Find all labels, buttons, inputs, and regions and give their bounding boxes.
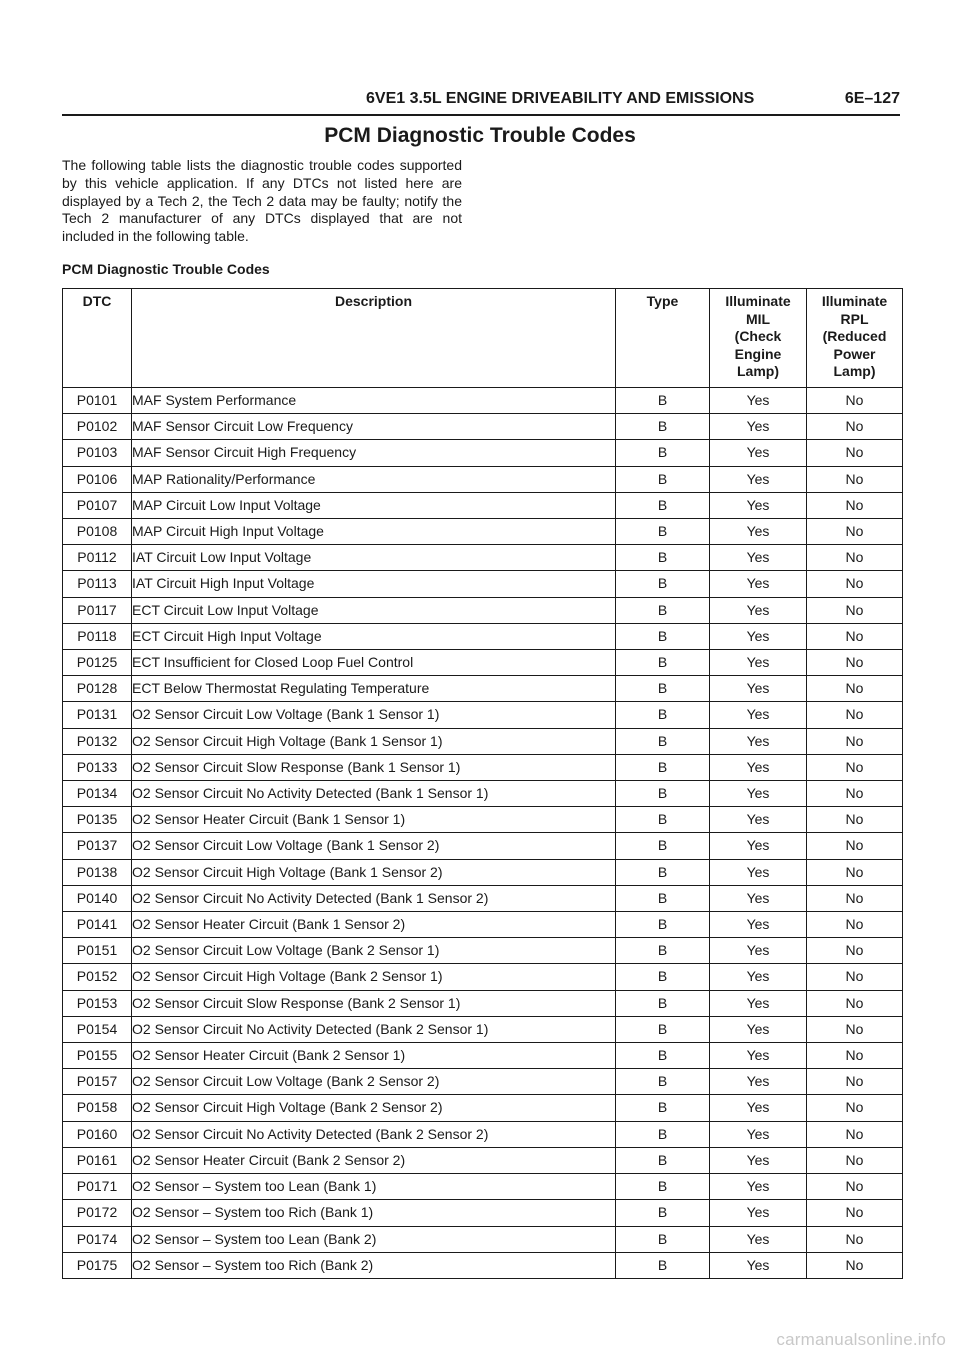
cell-mil: Yes	[710, 440, 807, 466]
table-row	[63, 938, 903, 964]
cell-dtc: P0160	[63, 1121, 132, 1147]
cell-dtc: P0131	[63, 702, 132, 728]
cell-rpl: No	[807, 1174, 903, 1200]
cell-rpl: No	[807, 1147, 903, 1173]
cell-mil: Yes	[710, 728, 807, 754]
cell-rpl: No	[807, 1016, 903, 1042]
header-illuminate-rpl: Illuminate RPL (Reduced Power Lamp)	[807, 289, 903, 388]
cell-dtc: P0128	[63, 676, 132, 702]
cell-dtc: P0171	[63, 1174, 132, 1200]
table-row	[63, 1043, 903, 1069]
table-row	[63, 466, 903, 492]
cell-description: O2 Sensor Circuit High Voltage (Bank 2 Sensor 2)	[132, 1095, 616, 1121]
cell-rpl: No	[807, 1252, 903, 1278]
cell-type: B	[616, 650, 710, 676]
table-row	[63, 519, 903, 545]
cell-description: O2 Sensor – System too Rich (Bank 2)	[132, 1252, 616, 1278]
cell-description: MAF Sensor Circuit High Frequency	[132, 440, 616, 466]
cell-type: B	[616, 1147, 710, 1173]
cell-rpl: No	[807, 440, 903, 466]
cell-rpl: No	[807, 597, 903, 623]
cell-mil: Yes	[710, 597, 807, 623]
intro-paragraph: The following table lists the diagnostic trouble codes supported by this vehicle application. If any DTCs not listed here are displayed by a Tech 2, the Tech 2 data may be faulty; notify the Tech 2 manufacturer of any DTCs displayed that are not included in the following table.	[62, 157, 462, 245]
cell-rpl: No	[807, 990, 903, 1016]
cell-dtc: P0106	[63, 466, 132, 492]
cell-type: B	[616, 1252, 710, 1278]
cell-description: IAT Circuit High Input Voltage	[132, 571, 616, 597]
cell-rpl: No	[807, 964, 903, 990]
cell-rpl: No	[807, 807, 903, 833]
header-dtc: DTC	[63, 289, 132, 388]
cell-type: B	[616, 492, 710, 518]
table-row	[63, 388, 903, 414]
cell-dtc: P0113	[63, 571, 132, 597]
cell-dtc: P0175	[63, 1252, 132, 1278]
table-row	[63, 702, 903, 728]
cell-rpl: No	[807, 859, 903, 885]
cell-type: B	[616, 1095, 710, 1121]
cell-description: O2 Sensor Circuit High Voltage (Bank 2 Sensor 1)	[132, 964, 616, 990]
cell-mil: Yes	[710, 754, 807, 780]
cell-type: B	[616, 466, 710, 492]
cell-description: ECT Below Thermostat Regulating Temperature	[132, 676, 616, 702]
cell-type: B	[616, 440, 710, 466]
cell-mil: Yes	[710, 1069, 807, 1095]
cell-dtc: P0117	[63, 597, 132, 623]
cell-type: B	[616, 388, 710, 414]
table-row	[63, 1016, 903, 1042]
table-row	[63, 545, 903, 571]
cell-mil: Yes	[710, 519, 807, 545]
cell-mil: Yes	[710, 545, 807, 571]
cell-type: B	[616, 754, 710, 780]
cell-mil: Yes	[710, 1016, 807, 1042]
table-row	[63, 754, 903, 780]
cell-rpl: No	[807, 833, 903, 859]
cell-type: B	[616, 938, 710, 964]
cell-rpl: No	[807, 492, 903, 518]
cell-description: O2 Sensor Circuit Low Voltage (Bank 1 Sensor 1)	[132, 702, 616, 728]
cell-dtc: P0158	[63, 1095, 132, 1121]
table-row	[63, 859, 903, 885]
cell-dtc: P0101	[63, 388, 132, 414]
page-header	[62, 88, 900, 116]
table-row	[63, 623, 903, 649]
cell-rpl: No	[807, 650, 903, 676]
table-row	[63, 728, 903, 754]
cell-mil: Yes	[710, 833, 807, 859]
cell-type: B	[616, 1174, 710, 1200]
cell-rpl: No	[807, 519, 903, 545]
cell-description: O2 Sensor Heater Circuit (Bank 1 Sensor 2)	[132, 912, 616, 938]
cell-mil: Yes	[710, 1174, 807, 1200]
cell-description: IAT Circuit Low Input Voltage	[132, 545, 616, 571]
table-row	[63, 1069, 903, 1095]
cell-type: B	[616, 571, 710, 597]
cell-mil: Yes	[710, 859, 807, 885]
cell-dtc: P0112	[63, 545, 132, 571]
cell-dtc: P0102	[63, 414, 132, 440]
cell-mil: Yes	[710, 912, 807, 938]
cell-description: O2 Sensor – System too Rich (Bank 1)	[132, 1200, 616, 1226]
cell-description: MAF Sensor Circuit Low Frequency	[132, 414, 616, 440]
dtc-table	[62, 288, 903, 1279]
cell-dtc: P0107	[63, 492, 132, 518]
cell-rpl: No	[807, 912, 903, 938]
table-header-row	[63, 289, 903, 388]
cell-mil: Yes	[710, 623, 807, 649]
cell-mil: Yes	[710, 1095, 807, 1121]
cell-dtc: P0132	[63, 728, 132, 754]
cell-type: B	[616, 1226, 710, 1252]
cell-type: B	[616, 912, 710, 938]
table-row	[63, 781, 903, 807]
table-row	[63, 1095, 903, 1121]
cell-rpl: No	[807, 702, 903, 728]
cell-dtc: P0152	[63, 964, 132, 990]
cell-dtc: P0138	[63, 859, 132, 885]
cell-rpl: No	[807, 1095, 903, 1121]
cell-mil: Yes	[710, 1121, 807, 1147]
cell-rpl: No	[807, 388, 903, 414]
cell-rpl: No	[807, 414, 903, 440]
cell-description: O2 Sensor Circuit Low Voltage (Bank 2 Sensor 1)	[132, 938, 616, 964]
cell-dtc: P0135	[63, 807, 132, 833]
table-row	[63, 1200, 903, 1226]
cell-mil: Yes	[710, 964, 807, 990]
table-row	[63, 1121, 903, 1147]
table-row	[63, 492, 903, 518]
cell-type: B	[616, 414, 710, 440]
table-row	[63, 1174, 903, 1200]
cell-description: O2 Sensor Circuit Low Voltage (Bank 2 Sensor 2)	[132, 1069, 616, 1095]
cell-dtc: P0103	[63, 440, 132, 466]
cell-description: MAF System Performance	[132, 388, 616, 414]
cell-description: O2 Sensor Circuit High Voltage (Bank 1 Sensor 1)	[132, 728, 616, 754]
cell-dtc: P0137	[63, 833, 132, 859]
cell-dtc: P0161	[63, 1147, 132, 1173]
cell-rpl: No	[807, 545, 903, 571]
table-row	[63, 885, 903, 911]
table-row	[63, 964, 903, 990]
cell-description: O2 Sensor Circuit No Activity Detected (Bank 2 Sensor 2)	[132, 1121, 616, 1147]
cell-description: MAP Rationality/Performance	[132, 466, 616, 492]
cell-mil: Yes	[710, 990, 807, 1016]
cell-rpl: No	[807, 781, 903, 807]
cell-mil: Yes	[710, 885, 807, 911]
cell-rpl: No	[807, 1121, 903, 1147]
cell-description: O2 Sensor Circuit No Activity Detected (Bank 1 Sensor 1)	[132, 781, 616, 807]
cell-mil: Yes	[710, 1226, 807, 1252]
table-row	[63, 833, 903, 859]
cell-rpl: No	[807, 1069, 903, 1095]
table-row	[63, 571, 903, 597]
table-row	[63, 1252, 903, 1278]
cell-mil: Yes	[710, 676, 807, 702]
table-body	[63, 388, 903, 1279]
cell-mil: Yes	[710, 414, 807, 440]
cell-mil: Yes	[710, 807, 807, 833]
cell-mil: Yes	[710, 781, 807, 807]
cell-type: B	[616, 728, 710, 754]
table-row	[63, 597, 903, 623]
table-row	[63, 414, 903, 440]
cell-description: O2 Sensor – System too Lean (Bank 1)	[132, 1174, 616, 1200]
table-row	[63, 1226, 903, 1252]
cell-description: MAP Circuit High Input Voltage	[132, 519, 616, 545]
table-row	[63, 990, 903, 1016]
cell-type: B	[616, 623, 710, 649]
table-row	[63, 440, 903, 466]
cell-mil: Yes	[710, 571, 807, 597]
cell-rpl: No	[807, 728, 903, 754]
cell-description: O2 Sensor Circuit No Activity Detected (Bank 1 Sensor 2)	[132, 885, 616, 911]
table-row	[63, 912, 903, 938]
cell-rpl: No	[807, 754, 903, 780]
cell-description: ECT Insufficient for Closed Loop Fuel Control	[132, 650, 616, 676]
cell-type: B	[616, 833, 710, 859]
header-illuminate-mil: Illuminate MIL (Check Engine Lamp)	[710, 289, 807, 388]
table-row	[63, 650, 903, 676]
cell-description: O2 Sensor Circuit No Activity Detected (Bank 2 Sensor 1)	[132, 1016, 616, 1042]
cell-description: O2 Sensor Heater Circuit (Bank 2 Sensor 2)	[132, 1147, 616, 1173]
cell-dtc: P0154	[63, 1016, 132, 1042]
cell-rpl: No	[807, 885, 903, 911]
cell-dtc: P0133	[63, 754, 132, 780]
cell-rpl: No	[807, 1043, 903, 1069]
cell-type: B	[616, 859, 710, 885]
cell-type: B	[616, 676, 710, 702]
cell-type: B	[616, 597, 710, 623]
table-row	[63, 676, 903, 702]
cell-dtc: P0108	[63, 519, 132, 545]
cell-description: O2 Sensor Circuit Slow Response (Bank 2 Sensor 1)	[132, 990, 616, 1016]
cell-rpl: No	[807, 1200, 903, 1226]
cell-mil: Yes	[710, 938, 807, 964]
cell-description: O2 Sensor Heater Circuit (Bank 1 Sensor 1)	[132, 807, 616, 833]
cell-description: ECT Circuit High Input Voltage	[132, 623, 616, 649]
cell-description: O2 Sensor Circuit Low Voltage (Bank 1 Sensor 2)	[132, 833, 616, 859]
cell-rpl: No	[807, 938, 903, 964]
table-row	[63, 807, 903, 833]
cell-mil: Yes	[710, 1252, 807, 1278]
cell-dtc: P0153	[63, 990, 132, 1016]
cell-type: B	[616, 1043, 710, 1069]
cell-rpl: No	[807, 571, 903, 597]
cell-type: B	[616, 519, 710, 545]
cell-description: O2 Sensor Circuit Slow Response (Bank 1 Sensor 1)	[132, 754, 616, 780]
cell-dtc: P0172	[63, 1200, 132, 1226]
cell-description: O2 Sensor Heater Circuit (Bank 2 Sensor 1)	[132, 1043, 616, 1069]
cell-mil: Yes	[710, 650, 807, 676]
cell-dtc: P0155	[63, 1043, 132, 1069]
cell-dtc: P0125	[63, 650, 132, 676]
page-number: 6E–127	[844, 90, 900, 107]
section-title: 6VE1 3.5L ENGINE DRIVEABILITY AND EMISSIONS	[366, 90, 755, 107]
cell-description: O2 Sensor – System too Lean (Bank 2)	[132, 1226, 616, 1252]
cell-type: B	[616, 781, 710, 807]
cell-rpl: No	[807, 676, 903, 702]
cell-type: B	[616, 545, 710, 571]
cell-mil: Yes	[710, 702, 807, 728]
header-description: Description	[132, 289, 616, 388]
cell-rpl: No	[807, 623, 903, 649]
cell-mil: Yes	[710, 466, 807, 492]
cell-dtc: P0134	[63, 781, 132, 807]
cell-mil: Yes	[710, 1043, 807, 1069]
cell-dtc: P0174	[63, 1226, 132, 1252]
cell-mil: Yes	[710, 492, 807, 518]
cell-type: B	[616, 1016, 710, 1042]
table-row	[63, 1147, 903, 1173]
cell-type: B	[616, 1200, 710, 1226]
cell-dtc: P0151	[63, 938, 132, 964]
page-title: PCM Diagnostic Trouble Codes	[324, 124, 636, 147]
cell-mil: Yes	[710, 1147, 807, 1173]
cell-description: O2 Sensor Circuit High Voltage (Bank 1 Sensor 2)	[132, 859, 616, 885]
cell-mil: Yes	[710, 388, 807, 414]
cell-rpl: No	[807, 466, 903, 492]
cell-type: B	[616, 1121, 710, 1147]
cell-type: B	[616, 1069, 710, 1095]
cell-dtc: P0140	[63, 885, 132, 911]
cell-dtc: P0118	[63, 623, 132, 649]
header-type: Type	[616, 289, 710, 388]
cell-type: B	[616, 702, 710, 728]
cell-type: B	[616, 990, 710, 1016]
cell-type: B	[616, 964, 710, 990]
watermark: carmanualsonline.info	[776, 1330, 946, 1349]
cell-dtc: P0157	[63, 1069, 132, 1095]
cell-type: B	[616, 807, 710, 833]
cell-mil: Yes	[710, 1200, 807, 1226]
cell-type: B	[616, 885, 710, 911]
table-caption: PCM Diagnostic Trouble Codes	[62, 261, 270, 277]
cell-description: ECT Circuit Low Input Voltage	[132, 597, 616, 623]
cell-rpl: No	[807, 1226, 903, 1252]
cell-description: MAP Circuit Low Input Voltage	[132, 492, 616, 518]
cell-dtc: P0141	[63, 912, 132, 938]
